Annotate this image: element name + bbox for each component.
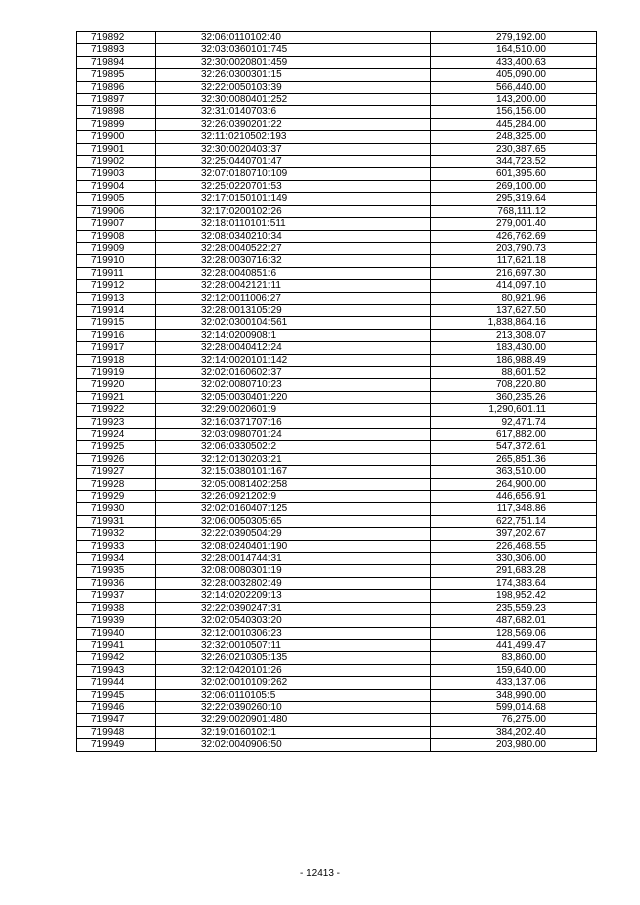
value-cell: 295,319.64 (431, 193, 597, 205)
row-number-cell: 719917 (77, 342, 156, 354)
value-cell: 80,921.96 (431, 292, 597, 304)
cadastral-number-cell: 32:26:0210305:135 (156, 652, 431, 664)
row-number-cell: 719907 (77, 218, 156, 230)
row-number-cell: 719899 (77, 118, 156, 130)
table-body (77, 32, 597, 752)
row-number-cell: 719915 (77, 317, 156, 329)
cadastral-number-cell: 32:02:0540303:20 (156, 615, 431, 627)
row-number-cell: 719940 (77, 627, 156, 639)
cadastral-number-cell: 32:28:0040412:24 (156, 342, 431, 354)
row-number-cell: 719938 (77, 602, 156, 614)
cadastral-number-cell: 32:14:0020101:142 (156, 354, 431, 366)
row-number-cell: 719930 (77, 503, 156, 515)
table-row (77, 503, 597, 515)
cadastral-number-cell: 32:12:0130203:21 (156, 453, 431, 465)
row-number-cell: 719947 (77, 714, 156, 726)
value-cell: 226,468.55 (431, 540, 597, 552)
cadastral-number-cell: 32:22:0390247:31 (156, 602, 431, 614)
value-cell: 174,383.64 (431, 577, 597, 589)
cadastral-number-cell: 32:31:0140703:6 (156, 106, 431, 118)
value-cell: 92,471.74 (431, 416, 597, 428)
table-row (77, 391, 597, 403)
value-cell: 265,851.36 (431, 453, 597, 465)
value-cell: 198,952.42 (431, 590, 597, 602)
value-cell: 88,601.52 (431, 366, 597, 378)
cadastral-number-cell: 32:16:0371707:16 (156, 416, 431, 428)
table-row (77, 267, 597, 279)
value-cell: 397,202.67 (431, 528, 597, 540)
value-cell: 183,430.00 (431, 342, 597, 354)
table-row (77, 553, 597, 565)
row-number-cell: 719905 (77, 193, 156, 205)
table-row (77, 304, 597, 316)
cadastral-number-cell: 32:25:0440701:47 (156, 156, 431, 168)
cadastral-number-cell: 32:08:0340210:34 (156, 230, 431, 242)
table-row (77, 739, 597, 751)
cadastral-number-cell: 32:19:0160102:1 (156, 726, 431, 738)
value-cell: 426,762.69 (431, 230, 597, 242)
cadastral-number-cell: 32:29:0020901:480 (156, 714, 431, 726)
value-cell: 213,308.07 (431, 329, 597, 341)
row-number-cell: 719894 (77, 56, 156, 68)
row-number-cell: 719933 (77, 540, 156, 552)
table-row (77, 726, 597, 738)
row-number-cell: 719927 (77, 466, 156, 478)
table-row (77, 627, 597, 639)
row-number-cell: 719910 (77, 255, 156, 267)
cadastral-number-cell: 32:06:0330502:2 (156, 441, 431, 453)
row-number-cell: 719919 (77, 366, 156, 378)
row-number-cell: 719909 (77, 242, 156, 254)
row-number-cell: 719893 (77, 44, 156, 56)
cadastral-number-cell: 32:28:0014744:31 (156, 553, 431, 565)
cadastral-number-cell: 32:26:0390201:22 (156, 118, 431, 130)
value-cell: 203,980.00 (431, 739, 597, 751)
cadastral-number-cell: 32:30:0080401:252 (156, 94, 431, 106)
cadastral-number-cell: 32:28:0042121:11 (156, 280, 431, 292)
value-cell: 279,001.40 (431, 218, 597, 230)
row-number-cell: 719906 (77, 205, 156, 217)
table-row (77, 528, 597, 540)
table-row (77, 714, 597, 726)
cadastral-number-cell: 32:06:0110105:5 (156, 689, 431, 701)
value-cell: 269,100.00 (431, 180, 597, 192)
table-row (77, 677, 597, 689)
cadastral-number-cell: 32:05:0081402:258 (156, 478, 431, 490)
table-row (77, 491, 597, 503)
row-number-cell: 719936 (77, 577, 156, 589)
table-row (77, 193, 597, 205)
cadastral-value-table (76, 31, 597, 752)
value-cell: 117,621.18 (431, 255, 597, 267)
value-cell: 566,440.00 (431, 81, 597, 93)
row-number-cell: 719926 (77, 453, 156, 465)
row-number-cell: 719901 (77, 143, 156, 155)
value-cell: 348,990.00 (431, 689, 597, 701)
value-cell: 83,860.00 (431, 652, 597, 664)
cadastral-number-cell: 32:18:0110101:511 (156, 218, 431, 230)
value-cell: 156,156.00 (431, 106, 597, 118)
cadastral-number-cell: 32:30:0020801:459 (156, 56, 431, 68)
row-number-cell: 719911 (77, 267, 156, 279)
row-number-cell: 719948 (77, 726, 156, 738)
table-row (77, 404, 597, 416)
value-cell: 203,790.73 (431, 242, 597, 254)
cadastral-number-cell: 32:15:0380101:167 (156, 466, 431, 478)
table-row (77, 81, 597, 93)
row-number-cell: 719932 (77, 528, 156, 540)
table-row (77, 131, 597, 143)
value-cell: 547,372.61 (431, 441, 597, 453)
row-number-cell: 719897 (77, 94, 156, 106)
cadastral-number-cell: 32:02:0010109:262 (156, 677, 431, 689)
value-cell: 216,697.30 (431, 267, 597, 279)
table-row (77, 255, 597, 267)
row-number-cell: 719914 (77, 304, 156, 316)
row-number-cell: 719923 (77, 416, 156, 428)
value-cell: 1,838,864.16 (431, 317, 597, 329)
row-number-cell: 719928 (77, 478, 156, 490)
table-row (77, 156, 597, 168)
cadastral-number-cell: 32:12:0011006:27 (156, 292, 431, 304)
value-cell: 441,499.47 (431, 639, 597, 651)
value-cell: 143,200.00 (431, 94, 597, 106)
row-number-cell: 719904 (77, 180, 156, 192)
row-number-cell: 719921 (77, 391, 156, 403)
table-row (77, 342, 597, 354)
value-cell: 330,306.00 (431, 553, 597, 565)
row-number-cell: 719949 (77, 739, 156, 751)
row-number-cell: 719941 (77, 639, 156, 651)
cadastral-number-cell: 32:28:0040522:27 (156, 242, 431, 254)
table-row (77, 218, 597, 230)
value-cell: 622,751.14 (431, 515, 597, 527)
table-row (77, 118, 597, 130)
table-row (77, 143, 597, 155)
cadastral-number-cell: 32:08:0080301:19 (156, 565, 431, 577)
cadastral-number-cell: 32:28:0030716:32 (156, 255, 431, 267)
cadastral-number-cell: 32:05:0030401:220 (156, 391, 431, 403)
table-row (77, 577, 597, 589)
cadastral-number-cell: 32:25:0220701:53 (156, 180, 431, 192)
value-cell: 445,284.00 (431, 118, 597, 130)
row-number-cell: 719922 (77, 404, 156, 416)
table-row (77, 441, 597, 453)
cadastral-number-cell: 32:02:0300104:561 (156, 317, 431, 329)
table-row (77, 180, 597, 192)
row-number-cell: 719903 (77, 168, 156, 180)
table-row (77, 478, 597, 490)
row-number-cell: 719896 (77, 81, 156, 93)
value-cell: 264,900.00 (431, 478, 597, 490)
table-row (77, 292, 597, 304)
table-row (77, 540, 597, 552)
cadastral-number-cell: 32:11:0210502:193 (156, 131, 431, 143)
cadastral-number-cell: 32:12:0010306:23 (156, 627, 431, 639)
value-cell: 768,111.12 (431, 205, 597, 217)
row-number-cell: 719898 (77, 106, 156, 118)
cadastral-number-cell: 32:03:0360101:745 (156, 44, 431, 56)
table-row (77, 602, 597, 614)
row-number-cell: 719945 (77, 689, 156, 701)
value-cell: 1,290,601.11 (431, 404, 597, 416)
row-number-cell: 719920 (77, 379, 156, 391)
value-cell: 235,559.23 (431, 602, 597, 614)
row-number-cell: 719935 (77, 565, 156, 577)
cadastral-number-cell: 32:02:0040906:50 (156, 739, 431, 751)
row-number-cell: 719925 (77, 441, 156, 453)
table-row (77, 56, 597, 68)
value-cell: 137,627.50 (431, 304, 597, 316)
value-cell: 446,656.91 (431, 491, 597, 503)
table-row (77, 664, 597, 676)
cadastral-number-cell: 32:02:0160407:125 (156, 503, 431, 515)
table-row (77, 106, 597, 118)
cadastral-number-cell: 32:22:0390260:10 (156, 701, 431, 713)
row-number-cell: 719929 (77, 491, 156, 503)
value-cell: 279,192.00 (431, 32, 597, 44)
table-row (77, 453, 597, 465)
cadastral-number-cell: 32:02:0160602:37 (156, 366, 431, 378)
table-row (77, 329, 597, 341)
row-number-cell: 719908 (77, 230, 156, 242)
table-row (77, 515, 597, 527)
table-row (77, 205, 597, 217)
value-cell: 164,510.00 (431, 44, 597, 56)
table-row (77, 366, 597, 378)
table-row (77, 615, 597, 627)
cadastral-number-cell: 32:06:0110102:40 (156, 32, 431, 44)
cadastral-number-cell: 32:07:0180710:109 (156, 168, 431, 180)
row-number-cell: 719937 (77, 590, 156, 602)
table-row (77, 466, 597, 478)
cadastral-number-cell: 32:28:0040851:6 (156, 267, 431, 279)
table-row (77, 590, 597, 602)
value-cell: 186,988.49 (431, 354, 597, 366)
table-row (77, 639, 597, 651)
cadastral-number-cell: 32:14:0200908:1 (156, 329, 431, 341)
cadastral-number-cell: 32:22:0050103:39 (156, 81, 431, 93)
cadastral-number-cell: 32:02:0080710:23 (156, 379, 431, 391)
row-number-cell: 719934 (77, 553, 156, 565)
value-cell: 76,275.00 (431, 714, 597, 726)
value-cell: 344,723.52 (431, 156, 597, 168)
cadastral-number-cell: 32:26:0300301:15 (156, 69, 431, 81)
value-cell: 599,014.68 (431, 701, 597, 713)
row-number-cell: 719943 (77, 664, 156, 676)
table-row (77, 652, 597, 664)
table-row (77, 69, 597, 81)
row-number-cell: 719916 (77, 329, 156, 341)
table-row (77, 689, 597, 701)
value-cell: 405,090.00 (431, 69, 597, 81)
value-cell: 248,325.00 (431, 131, 597, 143)
cadastral-number-cell: 32:22:0390504:29 (156, 528, 431, 540)
cadastral-number-cell: 32:17:0200102:26 (156, 205, 431, 217)
cadastral-number-cell: 32:28:0032802:49 (156, 577, 431, 589)
value-cell: 363,510.00 (431, 466, 597, 478)
value-cell: 360,235.26 (431, 391, 597, 403)
value-cell: 433,400.63 (431, 56, 597, 68)
row-number-cell: 719939 (77, 615, 156, 627)
value-cell: 230,387.65 (431, 143, 597, 155)
cadastral-number-cell: 32:03:0980701:24 (156, 429, 431, 441)
cadastral-number-cell: 32:29:0020601:9 (156, 404, 431, 416)
value-cell: 487,682.01 (431, 615, 597, 627)
cadastral-number-cell: 32:06:0050305:65 (156, 515, 431, 527)
row-number-cell: 719912 (77, 280, 156, 292)
value-cell: 384,202.40 (431, 726, 597, 738)
value-cell: 708,220.80 (431, 379, 597, 391)
value-cell: 601,395.60 (431, 168, 597, 180)
row-number-cell: 719942 (77, 652, 156, 664)
row-number-cell: 719892 (77, 32, 156, 44)
page-number: - 12413 - (299, 868, 341, 879)
table-row (77, 32, 597, 44)
cadastral-number-cell: 32:26:0921202:9 (156, 491, 431, 503)
cadastral-number-cell: 32:14:0202209:13 (156, 590, 431, 602)
table-row (77, 94, 597, 106)
value-cell: 433,137.06 (431, 677, 597, 689)
value-cell: 291,683.28 (431, 565, 597, 577)
value-cell: 414,097.10 (431, 280, 597, 292)
table-row (77, 242, 597, 254)
row-number-cell: 719913 (77, 292, 156, 304)
table-row (77, 317, 597, 329)
value-cell: 128,569.06 (431, 627, 597, 639)
cadastral-number-cell: 32:32:0010507:11 (156, 639, 431, 651)
table-row (77, 168, 597, 180)
cadastral-number-cell: 32:28:0013105:29 (156, 304, 431, 316)
row-number-cell: 719900 (77, 131, 156, 143)
row-number-cell: 719944 (77, 677, 156, 689)
table-row (77, 416, 597, 428)
cadastral-number-cell: 32:17:0150101:149 (156, 193, 431, 205)
row-number-cell: 719924 (77, 429, 156, 441)
cadastral-number-cell: 32:12:0420101:26 (156, 664, 431, 676)
table-row (77, 379, 597, 391)
value-cell: 159,640.00 (431, 664, 597, 676)
table-row (77, 280, 597, 292)
table-row (77, 429, 597, 441)
row-number-cell: 719946 (77, 701, 156, 713)
row-number-cell: 719895 (77, 69, 156, 81)
value-cell: 117,348.86 (431, 503, 597, 515)
row-number-cell: 719931 (77, 515, 156, 527)
value-cell: 617,882.00 (431, 429, 597, 441)
row-number-cell: 719918 (77, 354, 156, 366)
cadastral-number-cell: 32:08:0240401:190 (156, 540, 431, 552)
table-row (77, 44, 597, 56)
table-row (77, 565, 597, 577)
row-number-cell: 719902 (77, 156, 156, 168)
table-row (77, 230, 597, 242)
table-row (77, 701, 597, 713)
table-row (77, 354, 597, 366)
cadastral-number-cell: 32:30:0020403:37 (156, 143, 431, 155)
